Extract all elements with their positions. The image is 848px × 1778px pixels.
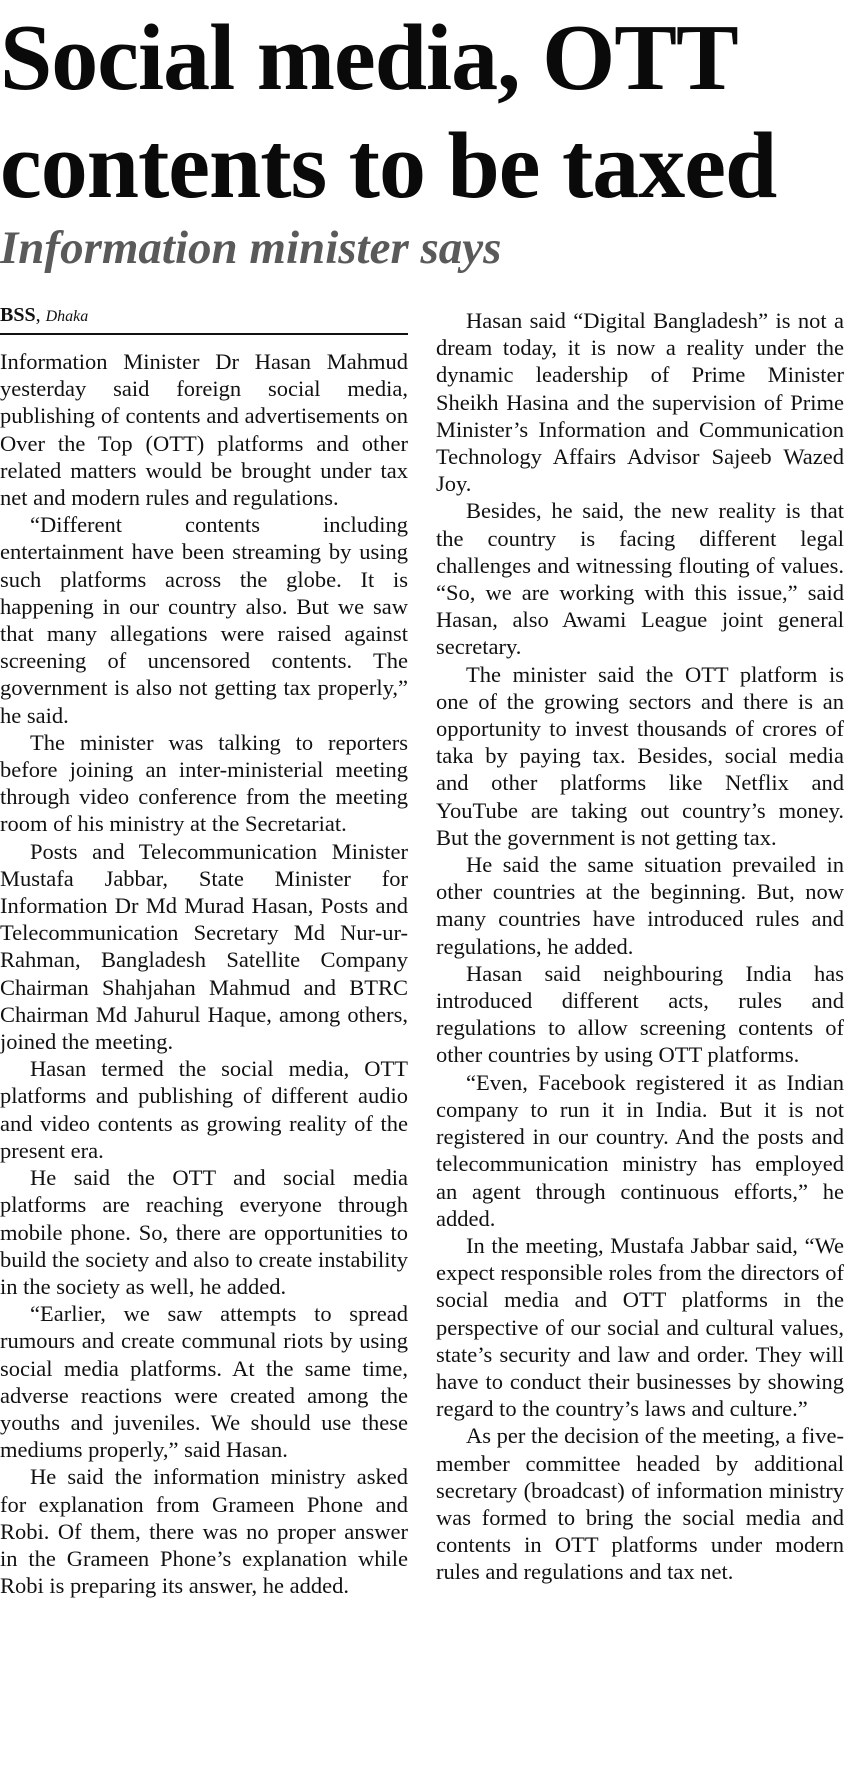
byline (0, 301, 408, 335)
paragraph: He said the information ministry asked for explanation from Grameen Phone and Robi. Of them, there was no proper answer in the Grameen Phone’s explanation while Robi is preparing its answer, he added. (0, 1464, 408, 1599)
paragraph: “Different contents including entertainment have been streaming by using such platforms across the globe. It is happening in our country also. But we saw that many allegations were raised against screening of uncensored contents. The government is also not getting tax properly,” he said. (0, 512, 408, 728)
paragraph: As per the decision of the meeting, a five-member committee headed by additional secretary (broadcast) of information ministry was formed to bring the social media and contents in OTT platforms under modern rules and regulations and tax net. (436, 1423, 844, 1585)
headline: Social media, OTT contents to be taxed (0, 6, 777, 218)
article-column-right (436, 307, 844, 1586)
article-column-left (0, 348, 408, 1599)
byline-separator: , (35, 304, 41, 326)
paragraph: He said the OTT and social media platforms are reaching everyone through mobile phone. So, there are opportunities to build the society and also to create instability in the society as well, he added. (0, 1165, 408, 1299)
paragraph: “Even, Facebook registered it as Indian company to run it in India. But it is not registered in our country. And the posts and telecommunication ministry has employed an agent through continuous efforts,” he added. (436, 1069, 844, 1231)
paragraph: Hasan said “Digital Bangladesh” is not a dream today, it is now a reality under the dynamic leadership of Prime Minister Sheikh Hasina and the supervision of Prime Minister’s Information and Communication Technology Affairs Advisor Sajeeb Wazed Joy. (436, 308, 844, 497)
paragraph: In the meeting, Mustafa Jabbar said, “We expect responsible roles from the directors of social media and OTT platforms in the perspective of our social and cultural values, state’s security and law and order. They will have to conduct their businesses by showing regard to the country’s laws and culture.” (436, 1232, 844, 1422)
paragraph: Hasan said neighbouring India has introduced different acts, rules and regulations to allow screening contents of other countries by using OTT platforms. (436, 960, 844, 1068)
paragraph: The minister said the OTT platform is one of the growing sectors and there is an opportunity to invest thousands of crores of taka by paying tax. Besides, social media and other platforms like Netflix and YouTube are taking out country’s money. But the government is not getting tax. (436, 661, 844, 850)
paragraph: Besides, he said, the new reality is that the country is facing different legal challenges and witnessing flouting of values. “So, we are working with this issue,” said Hasan, also Awami League joint general secretary. (436, 498, 844, 660)
byline-location: Dhaka (45, 308, 89, 325)
paragraph: Hasan termed the social media, OTT platforms and publishing of different audio and video contents as growing reality of the present era. (0, 1056, 408, 1163)
byline-agency: BSS (0, 304, 36, 326)
paragraph: He said the same situation prevailed in other countries at the beginning. But, now many countries have introduced rules and regulations, he added. (436, 852, 844, 959)
paragraph: Information Minister Dr Hasan Mahmud yesterday said foreign social media, publishing of contents and advertisements on Over the Top (OTT) platforms and other related matters would be brought under tax net and modern rules and regulations. (0, 349, 408, 511)
paragraph: “Earlier, we saw attempts to spread rumours and create communal riots by using social media platforms. At the same time, adverse reactions were created among the youths and juveniles. We should use these mediums properly,” said Hasan. (0, 1301, 408, 1463)
paragraph: The minister was talking to reporters before joining an inter-ministerial meeting through video conference from the meeting room of his ministry at the Secretariat. (0, 729, 408, 837)
subheadline: Information minister says (0, 222, 502, 274)
paragraph: Posts and Telecommunication Minister Mustafa Jabbar, State Minister for Information Dr Md Murad Hasan, Posts and Telecommunication Secretary Md Nur-ur-Rahman, Bangladesh Satellite Company Chairman Shahjahan Mahmud and BTRC Chairman Md Jahurul Haque, among others, joined the meeting. (0, 838, 408, 1055)
